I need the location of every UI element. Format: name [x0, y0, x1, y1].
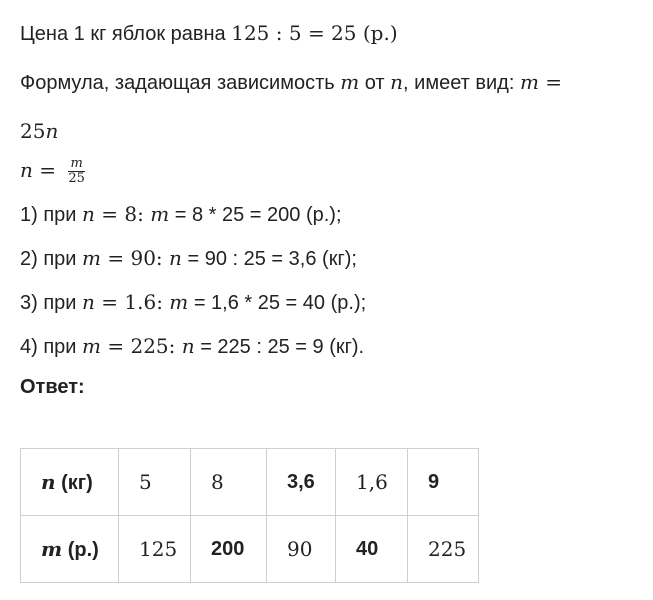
case-item — [20, 331, 640, 362]
table-cell: 9 — [408, 449, 479, 516]
table-cell: 225 — [408, 516, 479, 583]
row-header-unit: (кг) — [55, 471, 93, 494]
fraction-denominator: 25 — [68, 171, 85, 187]
formula-intro-from: от — [359, 72, 391, 94]
row-header-m — [21, 516, 119, 583]
case-val1: = 8: — [94, 202, 151, 227]
formula-intro-line — [20, 67, 640, 98]
table-cell: 8 — [191, 449, 267, 516]
case-item — [20, 287, 640, 318]
solution-text — [20, 18, 640, 402]
table-row — [21, 516, 479, 583]
case-var1: n — [82, 202, 95, 227]
case-prefix: 2) при — [20, 248, 83, 271]
case-var2: m — [169, 290, 189, 315]
formula-coefficient: 25 — [20, 119, 46, 143]
equals-sign: = — [538, 70, 563, 94]
case-prefix: 1) при — [20, 204, 83, 227]
formula-line — [20, 116, 640, 147]
table-cell: 5 — [119, 449, 191, 516]
case-rest: = 90 : 25 = 3,6 (кг); — [181, 248, 357, 271]
row-header-var: n — [41, 469, 56, 494]
case-prefix: 4) при — [20, 336, 83, 359]
case-val1: = 1.6: — [94, 290, 170, 315]
fraction-numerator: m — [70, 156, 83, 172]
var-n: n — [390, 70, 404, 94]
case-var2: n — [181, 334, 195, 359]
inverse-formula-line — [20, 155, 640, 186]
case-var1: m — [82, 334, 101, 359]
case-val1: = 225: — [101, 334, 182, 359]
case-val1: = 90: — [101, 246, 170, 271]
fraction — [66, 157, 87, 186]
table-cell: 200 — [191, 516, 267, 583]
var-m: m — [519, 70, 539, 94]
answer-table — [20, 448, 479, 583]
case-var2: n — [169, 246, 182, 271]
table-row — [21, 449, 479, 516]
case-var2: m — [150, 202, 170, 227]
case-prefix: 3) при — [20, 292, 83, 315]
row-header-n — [21, 449, 119, 516]
row-header-unit: (р.) — [62, 538, 99, 561]
table-cell: 40 — [336, 516, 408, 583]
price-line — [20, 18, 640, 49]
formula-intro-prefix: Формула, задающая зависимость — [20, 72, 341, 94]
case-var1: m — [82, 246, 101, 271]
case-var1: n — [82, 290, 95, 315]
formula-intro-suffix: , имеет вид: — [403, 72, 520, 94]
inverse-lhs: n — [20, 158, 33, 182]
table-cell: 125 — [119, 516, 191, 583]
formula-var: n — [45, 119, 59, 143]
case-rest: = 1,6 * 25 = 40 (р.); — [188, 292, 367, 315]
table-cell: 1,6 — [336, 449, 408, 516]
var-m: m — [340, 70, 360, 94]
row-header-var: m — [41, 536, 63, 561]
table-cell: 90 — [267, 516, 336, 583]
case-item — [20, 243, 640, 274]
table-cell: 3,6 — [267, 449, 336, 516]
price-line-prefix: Цена 1 кг яблок равна — [20, 23, 232, 45]
inverse-eq: = — [32, 158, 63, 182]
price-line-expr: 125 : 5 = 25 (р.) — [231, 21, 398, 45]
case-rest: = 8 * 25 = 200 (р.); — [169, 204, 342, 227]
case-item — [20, 199, 640, 230]
case-rest: = 225 : 25 = 9 (кг). — [194, 336, 365, 359]
answer-label: Ответ: — [20, 376, 85, 399]
